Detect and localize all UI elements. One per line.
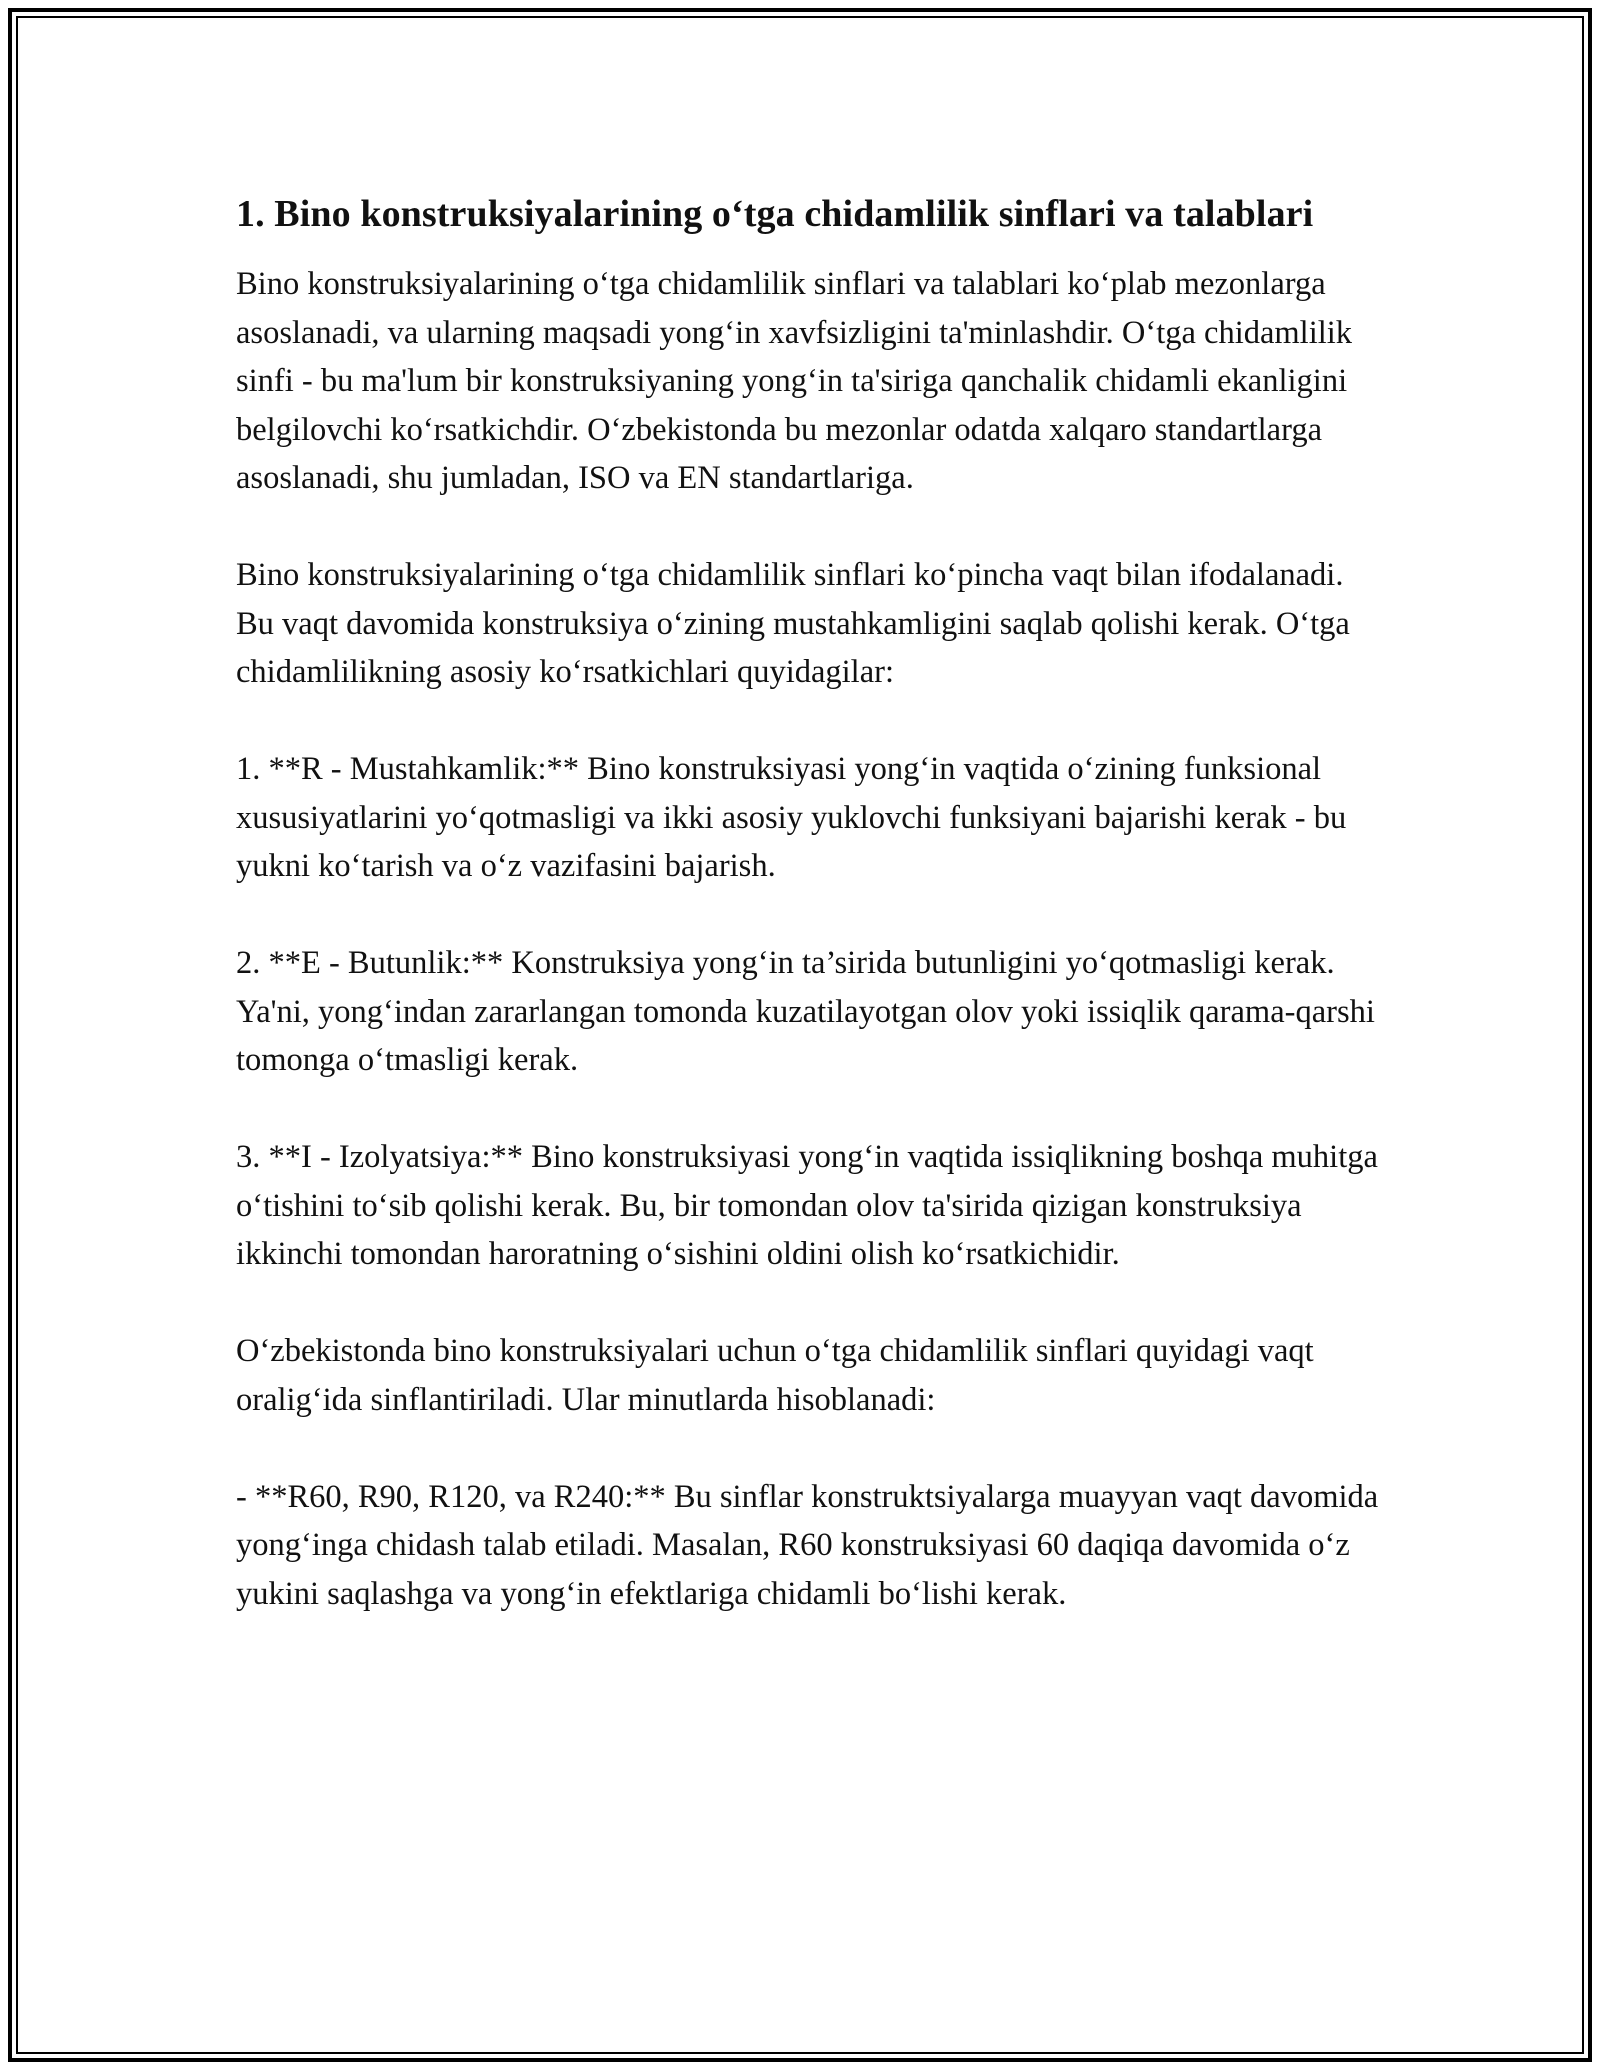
list-item-e-butunlik: 2. **E - Butunlik:** Konstruksiya yong‘in ta’sirida butunligini yo‘qotmasligi kerak. Ya'ni, yong‘indan zararlangan tomonda kuzatilayotgan olov yoki issiqlik qarama-qarshi tomonga o‘tmasligi kerak. xyxy=(236,945,1375,1078)
paragraph-time-classes: Bino konstruksiyalarining o‘tga chidamlilik sinflari ko‘pincha vaqt bilan ifodalanadi. Bu vaqt davomida konstruksiya o‘zining mustahkamligini saqlab qolishi kerak. O‘tga chidamlilikning asosiy ko‘rsatkichlari quyidagilar: xyxy=(236,557,1350,690)
document-body xyxy=(236,186,1386,1618)
list-item-i-izolyatsiya: 3. **I - Izolyatsiya:** Bino konstruksiyasi yong‘in vaqtida issiqlikning boshqa muhitga o‘tishini to‘sib qolishi kerak. Bu, bir tomondan olov ta'sirida qizigan konstruksiya ikkinchi tomondan haroratning o‘sishini oldini olish ko‘rsatkichidir. xyxy=(236,1139,1378,1272)
paragraph-intro: Bino konstruksiyalarining o‘tga chidamlilik sinflari va talablari ko‘plab mezonlarga asoslanadi, va ularning maqsadi yong‘in xavfsizligini ta'minlashdir. O‘tga chidamlilik sinfi - bu ma'lum bir konstruksiyaning yong‘in ta'siriga qanchalik chidamli ekanligini belgilovchi ko‘rsatkichdir. O‘zbekistonda bu mezonlar odatda xalqaro standartlarga asoslanadi, shu jumladan, ISO va EN standartlariga. xyxy=(236,266,1353,496)
paragraph-uzbekistan-classes: O‘zbekistonda bino konstruksiyalari uchun o‘tga chidamlilik sinflari quyidagi vaqt oralig‘ida sinflantiriladi. Ular minutlarda hisoblanadi: xyxy=(236,1333,1314,1418)
list-item-r-mustahkamlik: 1. **R - Mustahkamlik:** Bino konstruksiyasi yong‘in vaqtida o‘zining funksional xususiyatlarini yo‘qotmasligi va ikki asosiy yuklovchi funksiyani bajarishi kerak - bu yukni ko‘tarish va o‘z vazifasini bajarish. xyxy=(236,751,1347,884)
section-heading: 1. Bino konstruksiyalarining o‘tga chidamlilik sinflari va talablari xyxy=(236,193,1314,235)
list-item-r-classes: - **R60, R90, R120, va R240:** Bu sinflar konstruktsiyalarga muayyan vaqt davomida yong‘inga chidash talab etiladi. Masalan, R60 konstruksiyasi 60 daqiqa davomida o‘z yukini saqlashga va yong‘in efektlariga chidamli bo‘lishi kerak. xyxy=(236,1478,1379,1612)
